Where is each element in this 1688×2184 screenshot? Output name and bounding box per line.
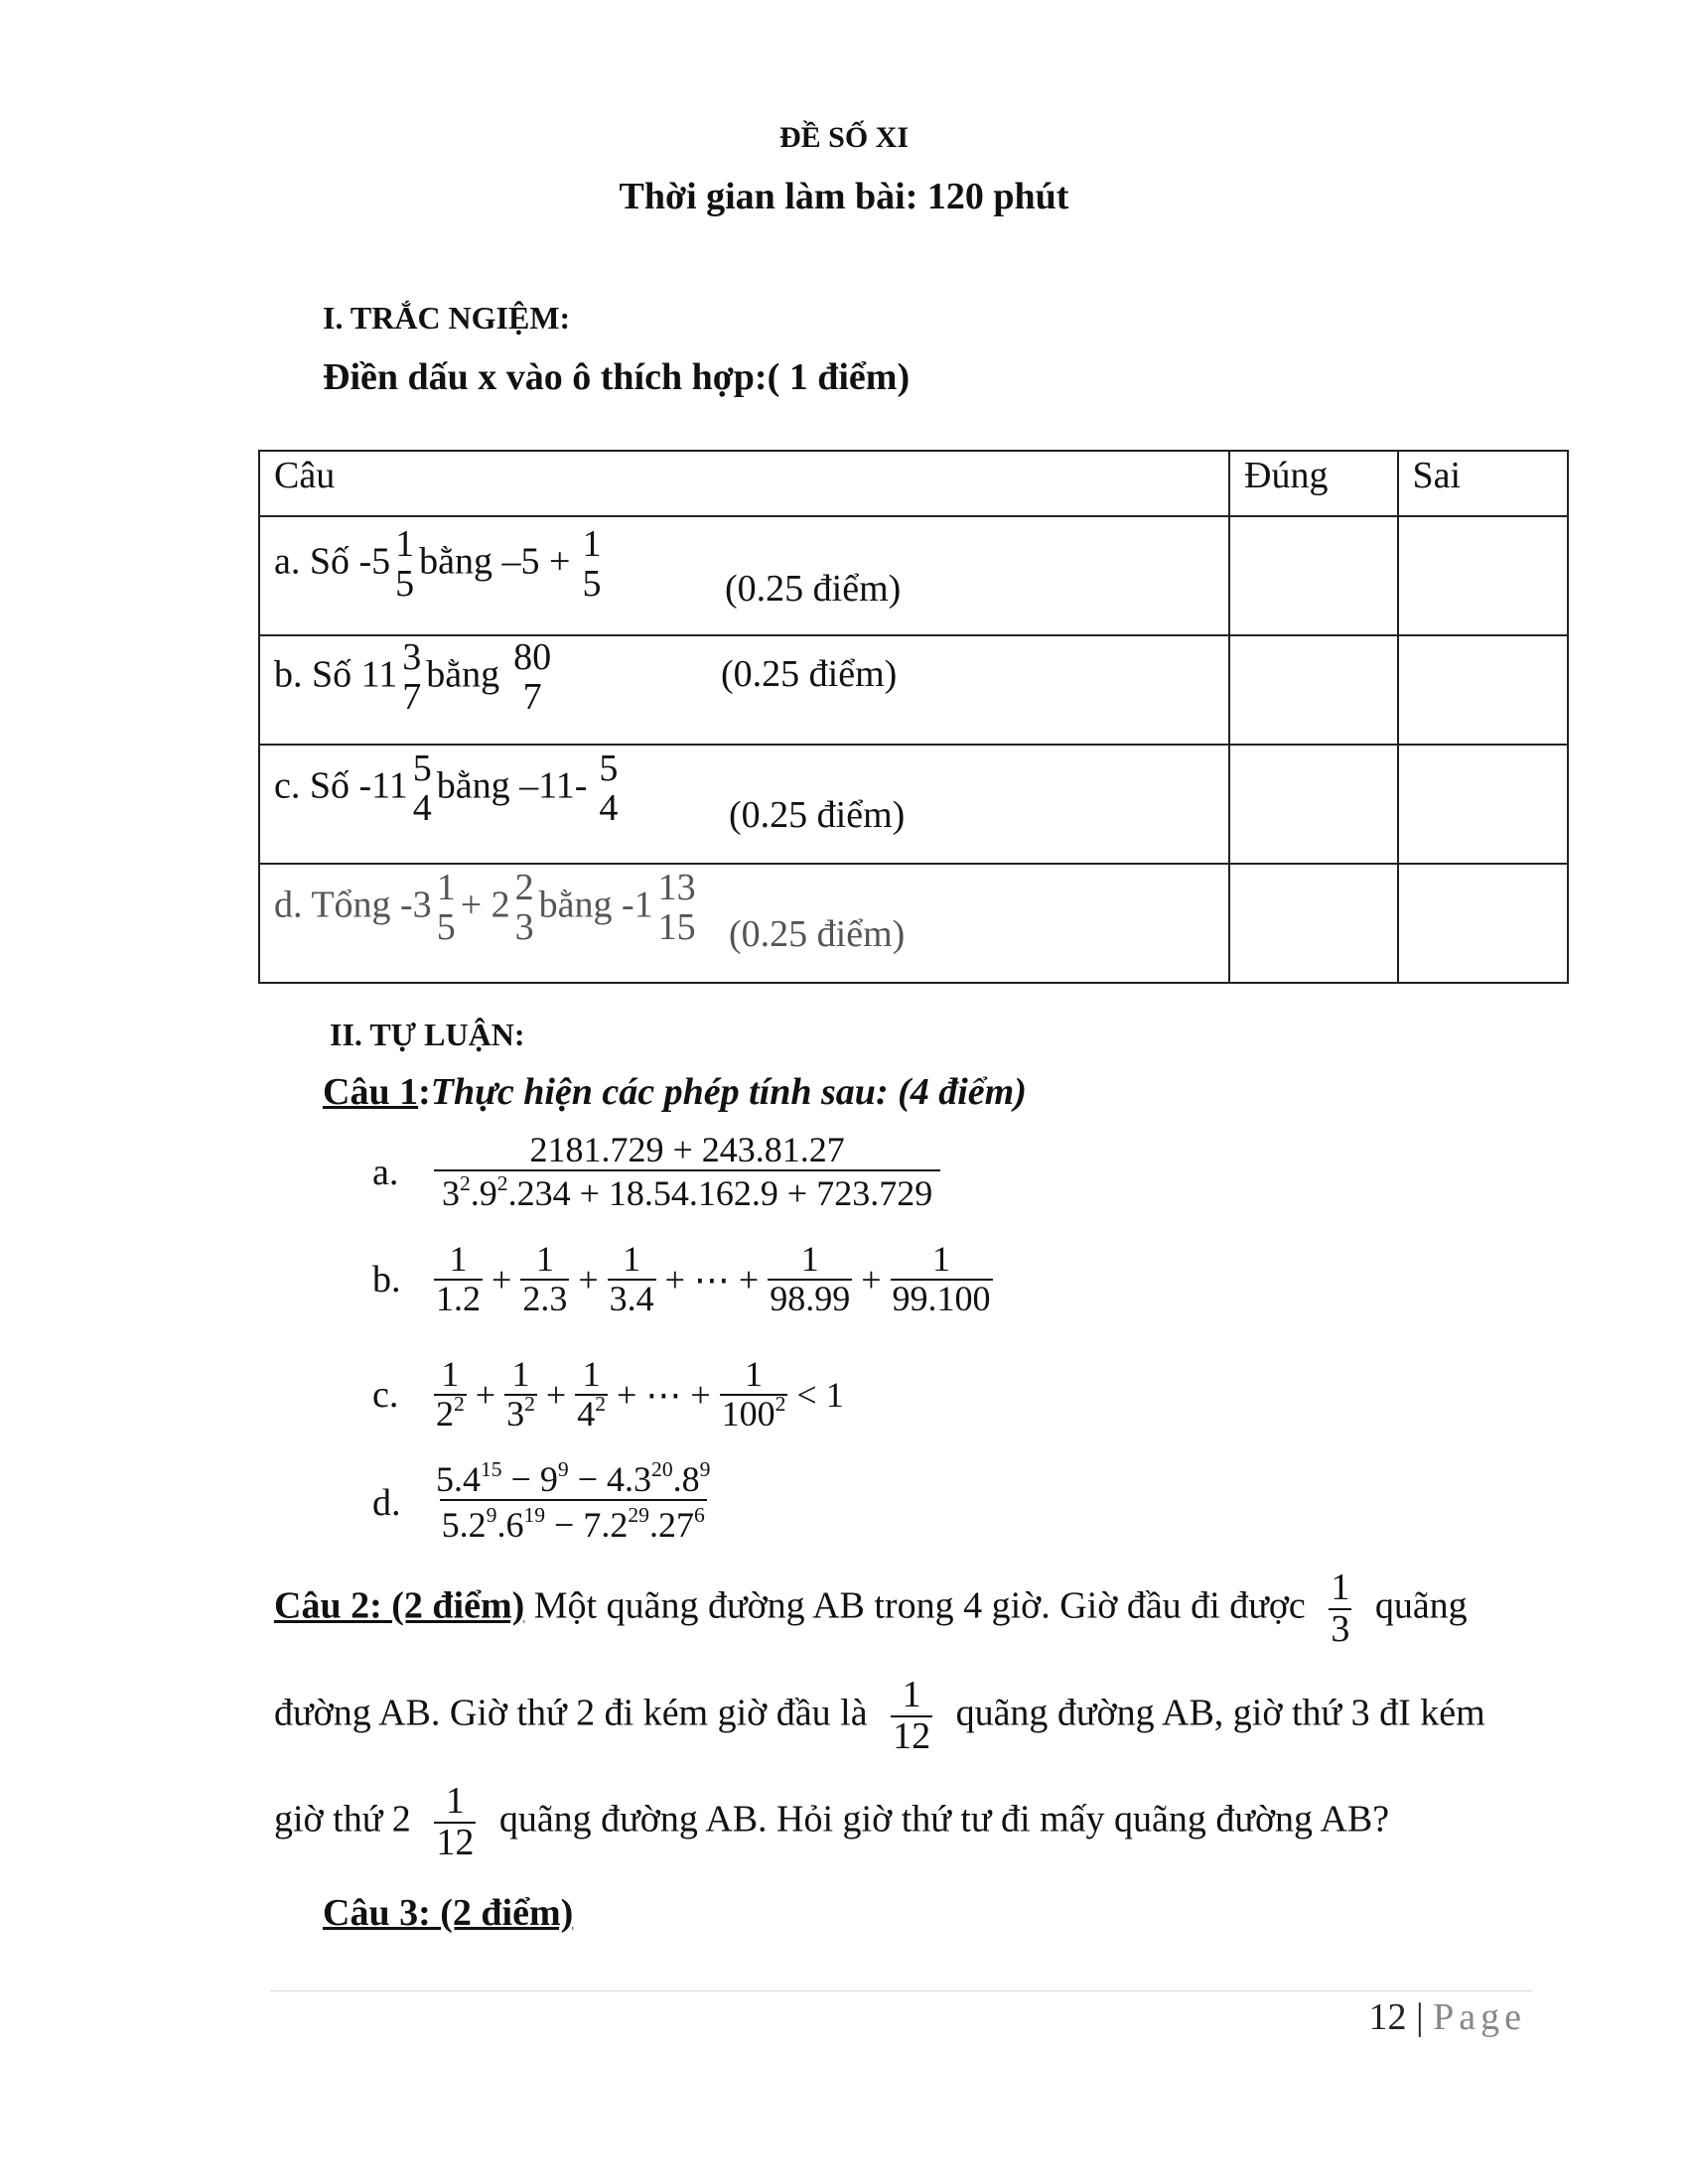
term: .27 xyxy=(648,1504,694,1545)
ellipsis: + ⋯ + xyxy=(617,1374,711,1415)
fraction-denominator: 4 xyxy=(412,786,432,829)
term: .6 xyxy=(496,1504,524,1545)
statement-d xyxy=(274,869,701,948)
statement-d-middle-2: bằng -1 xyxy=(538,884,653,926)
fraction-denominator xyxy=(575,1391,608,1433)
checkbox-cell-a-false[interactable] xyxy=(1398,516,1569,635)
checkbox-cell-c-true[interactable] xyxy=(1229,745,1397,864)
exponent: 6 xyxy=(693,1502,705,1527)
fraction xyxy=(504,1356,537,1433)
statement-a-middle: bằng –5 + xyxy=(419,540,571,583)
checkbox-cell-d-true[interactable] xyxy=(1229,864,1397,983)
fraction xyxy=(435,869,458,948)
fraction-denominator xyxy=(720,1391,788,1433)
term: − 7.2 xyxy=(545,1504,629,1545)
calc-c xyxy=(372,1356,850,1433)
fraction xyxy=(511,638,553,718)
fraction-denominator: 7 xyxy=(402,675,422,718)
exponent: 19 xyxy=(523,1502,546,1527)
plus-sign: + xyxy=(545,1374,567,1415)
base: 4 xyxy=(577,1393,596,1433)
term: − 4.3 xyxy=(568,1459,652,1499)
checkbox-cell-d-false[interactable] xyxy=(1398,864,1569,983)
exponent: 9 xyxy=(557,1456,569,1481)
fraction xyxy=(434,1356,467,1433)
fraction-denominator: 4 xyxy=(599,786,619,829)
question-2-text-2: quãng xyxy=(1374,1584,1468,1627)
fraction-numerator: 1 xyxy=(800,1239,819,1279)
fraction-numerator: 2 xyxy=(514,867,534,908)
exam-duration: Thời gian làm bài: 120 phút xyxy=(619,176,1069,217)
calc-b xyxy=(372,1241,996,1318)
fraction-denominator: 5 xyxy=(395,562,415,605)
fraction xyxy=(434,1241,483,1318)
plus-sign: + xyxy=(475,1374,496,1415)
fraction-denominator: 3 xyxy=(1331,1607,1350,1650)
statement-a-points: (0.25 điểm) xyxy=(725,568,902,610)
fraction-numerator: 1 xyxy=(745,1354,764,1394)
fraction-numerator: 1 xyxy=(445,1780,465,1822)
fraction-numerator: 1 xyxy=(441,1354,460,1394)
table-row xyxy=(259,516,1568,635)
table-row xyxy=(259,635,1568,745)
inequality: < 1 xyxy=(796,1374,844,1415)
fraction-denominator xyxy=(504,1391,537,1433)
fraction-denominator: 5 xyxy=(436,905,456,948)
checkbox-cell-c-false[interactable] xyxy=(1398,745,1569,864)
section-1-heading: I. TRẮC NGIỆM: xyxy=(323,300,571,336)
fraction xyxy=(434,1456,712,1545)
fraction xyxy=(720,1356,788,1433)
fraction-numerator: 1 xyxy=(511,1354,530,1394)
fraction-denominator: 3 xyxy=(514,905,534,948)
fraction xyxy=(400,638,423,718)
fraction-numerator xyxy=(434,1456,712,1499)
fraction-denominator: 1.2 xyxy=(436,1278,481,1318)
statement-d-middle: + 2 xyxy=(460,884,510,926)
fraction-denominator: 99.100 xyxy=(892,1278,991,1318)
fraction-numerator: 1 xyxy=(932,1239,951,1279)
header-true-label: Đúng xyxy=(1244,455,1329,496)
fraction xyxy=(513,869,536,948)
fraction-numerator: 1 xyxy=(535,1239,554,1279)
exponent: 2 xyxy=(454,1391,465,1416)
fraction-numerator: 1 xyxy=(1331,1567,1350,1608)
fraction-numerator: 1 xyxy=(395,523,415,565)
fraction-denominator xyxy=(440,1499,707,1545)
page-separator: | xyxy=(1416,1996,1424,2038)
question-2-line-3 xyxy=(274,1782,1533,1863)
fraction-numerator: 1 xyxy=(449,1239,468,1279)
question-3-label: Câu 3: (2 điểm) xyxy=(323,1892,574,1934)
fraction xyxy=(891,1241,993,1318)
exponent: 15 xyxy=(481,1456,502,1481)
exponent: 2 xyxy=(496,1170,508,1195)
question-2-text-6: quãng đường AB. Hỏi giờ thứ tư đi mấy quãng đường AB? xyxy=(498,1798,1390,1841)
statement-c-middle: bằng –11- xyxy=(436,764,588,807)
header-cell-question xyxy=(259,451,1229,516)
header-cell-true xyxy=(1229,451,1397,516)
checkbox-cell-b-true[interactable] xyxy=(1229,635,1397,745)
statement-a xyxy=(274,525,606,605)
question-2-text-3: đường AB. Giờ thứ 2 đi kém giờ đầu là xyxy=(274,1692,868,1734)
fraction-numerator: 3 xyxy=(402,636,422,678)
section-2-heading: II. TỰ LUẬN: xyxy=(330,1017,525,1052)
table-row xyxy=(259,864,1568,983)
exponent: 9 xyxy=(486,1502,497,1527)
fraction-denominator: 12 xyxy=(436,1821,475,1863)
exponent: 20 xyxy=(651,1456,673,1481)
question-2-label: Câu 2: (2 điểm) xyxy=(274,1584,525,1627)
exponent: 2 xyxy=(460,1170,471,1195)
question-1-text: Thực hiện các phép tính sau: (4 điểm) xyxy=(430,1071,1027,1113)
fraction-denominator: 15 xyxy=(657,905,696,948)
exponent: 2 xyxy=(774,1391,786,1416)
term: 5.4 xyxy=(436,1459,481,1499)
statement-b xyxy=(274,638,556,718)
statement-a-prefix: a. Số -5 xyxy=(274,540,391,583)
calc-b-label: b. xyxy=(372,1258,401,1300)
fraction xyxy=(520,1241,569,1318)
plus-sign: + xyxy=(578,1259,599,1299)
den-part: 3 xyxy=(442,1172,460,1213)
fraction-numerator: 1 xyxy=(436,867,456,908)
table-row xyxy=(259,745,1568,864)
fraction xyxy=(891,1676,932,1757)
true-false-table xyxy=(258,450,1569,984)
question-2-text-4: quãng đường AB, giờ thứ 3 đI kém xyxy=(955,1692,1485,1734)
fraction-denominator: 2.3 xyxy=(522,1278,568,1318)
fraction xyxy=(411,750,434,829)
fraction-denominator: 98.99 xyxy=(770,1278,851,1318)
calc-c-label: c. xyxy=(372,1373,399,1416)
fraction-numerator: 1 xyxy=(582,1354,601,1394)
fraction-numerator: 13 xyxy=(657,867,696,908)
calc-a xyxy=(372,1132,943,1213)
fraction-numerator: 2181.729 + 243.81.27 xyxy=(529,1130,845,1169)
statement-c-points: (0.25 điểm) xyxy=(729,794,906,836)
page-number: 12 xyxy=(1368,1996,1407,2038)
statement-c xyxy=(274,750,623,829)
term: 5.2 xyxy=(441,1504,487,1545)
footer-divider xyxy=(270,1990,1533,1991)
statement-b-middle: bằng xyxy=(426,653,500,696)
page-word: Page xyxy=(1433,1996,1526,2038)
page-footer xyxy=(1369,1995,1526,2039)
calc-a-label: a. xyxy=(372,1151,399,1193)
term: − 9 xyxy=(501,1459,558,1499)
fraction-denominator: 7 xyxy=(522,675,542,718)
statement-c-prefix: c. Số -11 xyxy=(274,764,408,807)
fraction xyxy=(434,1782,476,1863)
exponent: 2 xyxy=(595,1391,607,1416)
fraction-denominator: 5 xyxy=(582,562,602,605)
statement-b-prefix: b. Số 11 xyxy=(274,653,398,696)
term: .8 xyxy=(672,1459,700,1499)
fraction-numerator: 5 xyxy=(412,748,432,789)
exam-title: ĐỀ SỐ XI xyxy=(778,121,910,154)
plus-sign: + xyxy=(492,1259,512,1299)
calc-d xyxy=(372,1456,715,1545)
fraction xyxy=(580,525,603,605)
fraction xyxy=(597,750,620,829)
fraction-numerator: 1 xyxy=(902,1674,921,1715)
fraction xyxy=(434,1132,940,1213)
question-1-label: Câu 1 xyxy=(323,1071,419,1113)
calc-d-label: d. xyxy=(372,1481,401,1524)
header-question-label: Câu xyxy=(274,455,336,496)
fraction xyxy=(768,1241,852,1318)
fraction-denominator: 3.4 xyxy=(609,1278,654,1318)
fraction-numerator: 80 xyxy=(513,636,552,678)
question-1-heading xyxy=(323,1070,1027,1114)
header-cell-false xyxy=(1398,451,1569,516)
plus-sign: + xyxy=(861,1259,882,1299)
exponent: 29 xyxy=(628,1502,649,1527)
fraction xyxy=(608,1241,656,1318)
fraction xyxy=(1329,1569,1351,1650)
fraction-denominator xyxy=(434,1391,467,1433)
fraction-denominator xyxy=(434,1169,940,1213)
exponent: 2 xyxy=(524,1391,535,1416)
question-2-text-1: Một quãng đường AB trong 4 giờ. Giờ đầu đi được xyxy=(533,1584,1306,1627)
base: 2 xyxy=(436,1393,454,1433)
checkbox-cell-b-false[interactable] xyxy=(1398,635,1569,745)
exponent: 9 xyxy=(699,1456,711,1481)
fraction xyxy=(393,525,416,605)
fraction-numerator: 1 xyxy=(582,523,602,565)
fraction-denominator: 12 xyxy=(893,1714,931,1757)
den-part: .234 + 18.54.162.9 + 723.729 xyxy=(507,1172,933,1213)
ellipsis: + ⋯ + xyxy=(664,1259,760,1299)
statement-d-points: (0.25 điểm) xyxy=(729,913,906,955)
section-1-instruction: Điền dấu x vào ô thích hợp:( 1 điểm) xyxy=(323,356,911,398)
fraction xyxy=(656,869,698,948)
den-part: .9 xyxy=(470,1172,497,1213)
question-2-text-5: giờ thứ 2 xyxy=(274,1798,411,1841)
fraction-numerator: 1 xyxy=(623,1239,641,1279)
fraction-numerator: 5 xyxy=(599,748,619,789)
checkbox-cell-a-true[interactable] xyxy=(1229,516,1397,635)
base: 3 xyxy=(506,1393,525,1433)
statement-d-prefix: d. Tổng -3 xyxy=(274,884,432,926)
header-false-label: Sai xyxy=(1412,455,1462,496)
statement-b-points: (0.25 điểm) xyxy=(721,653,898,695)
base: 100 xyxy=(721,1393,775,1433)
question-1-colon: : xyxy=(418,1071,431,1113)
question-2-line-2 xyxy=(274,1676,1533,1757)
question-2-line-1 xyxy=(274,1569,1533,1650)
fraction xyxy=(575,1356,608,1433)
